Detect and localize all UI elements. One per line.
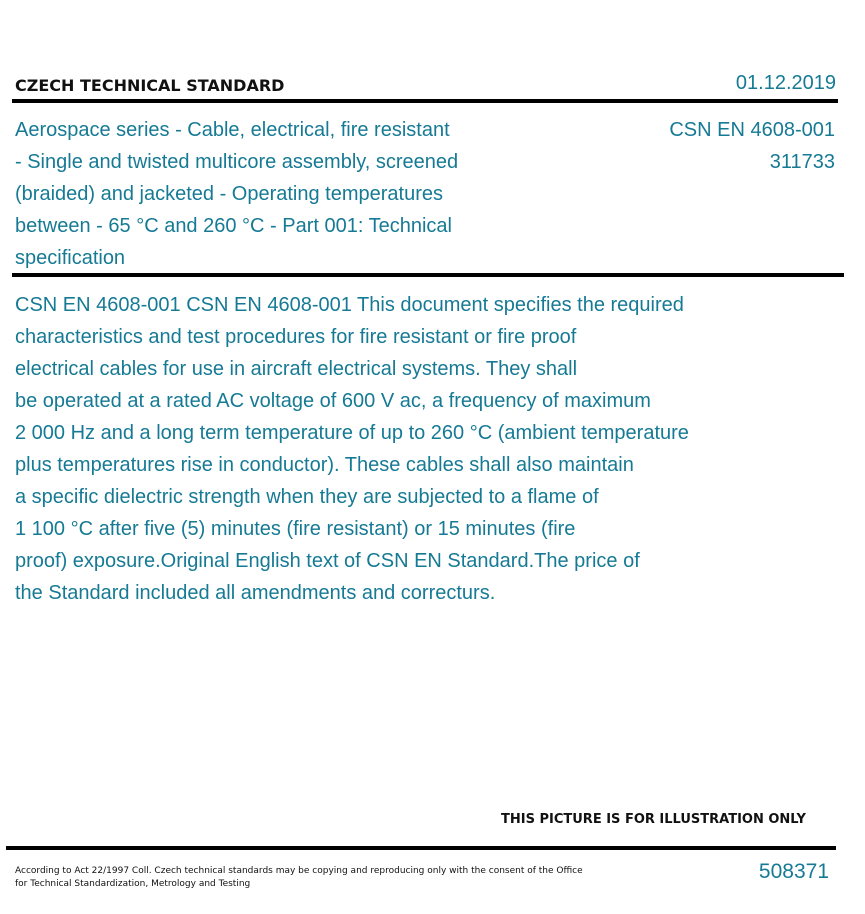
- illustration-notice: THIS PICTURE IS FOR ILLUSTRATION ONLY: [501, 812, 806, 827]
- abstract-line: CSN EN 4608-001 CSN EN 4608-001 This document specifies the required: [15, 294, 684, 316]
- abstract-text: [15, 289, 775, 609]
- top-divider: [12, 99, 838, 103]
- legal-notice: [15, 865, 583, 891]
- abstract-line: 1 100 °C after five (5) minutes (fire resistant) or 15 minutes (fire: [15, 518, 576, 540]
- legal-line: According to Act 22/1997 Coll. Czech technical standards may be copying and reproducing only with the consent of the Office: [15, 866, 583, 876]
- abstract-line: characteristics and test procedures for fire resistant or fire proof: [15, 326, 577, 348]
- publication-date: 01.12.2019: [735, 72, 836, 94]
- title-line: between - 65 °C and 260 °C - Part 001: Technical: [15, 215, 452, 237]
- title-line: specification: [15, 247, 126, 269]
- title-line: Aerospace series - Cable, electrical, fire resistant: [15, 119, 450, 141]
- title-divider: [12, 273, 844, 277]
- legal-line: for Technical Standardization, Metrology and Testing: [15, 879, 251, 889]
- standard-number: CSN EN 4608-001: [669, 119, 835, 141]
- abstract-line: be operated at a rated AC voltage of 600 V ac, a frequency of maximum: [15, 390, 651, 412]
- title-line: (braided) and jacketed - Operating temperatures: [15, 183, 444, 205]
- catalog-number: 508371: [758, 860, 829, 883]
- title-line: - Single and twisted multicore assembly, screened: [15, 151, 459, 173]
- footer-divider: [6, 846, 836, 850]
- abstract-line: the Standard included all amendments and correcturs.: [15, 582, 496, 604]
- class-code: 311733: [769, 151, 835, 173]
- abstract-line: proof) exposure.Original English text of CSN EN Standard.The price of: [15, 550, 640, 572]
- abstract-line: plus temperatures rise in conductor). These cables shall also maintain: [15, 454, 634, 476]
- abstract-line: electrical cables for use in aircraft electrical systems. They shall: [15, 358, 578, 380]
- standard-codes: [669, 114, 835, 178]
- abstract-line: a specific dielectric strength when they are subjected to a flame of: [15, 486, 599, 508]
- abstract-line: 2 000 Hz and a long term temperature of up to 260 °C (ambient temperature: [15, 422, 689, 444]
- standard-title: [15, 114, 505, 274]
- standard-type-heading: CZECH TECHNICAL STANDARD: [15, 76, 285, 95]
